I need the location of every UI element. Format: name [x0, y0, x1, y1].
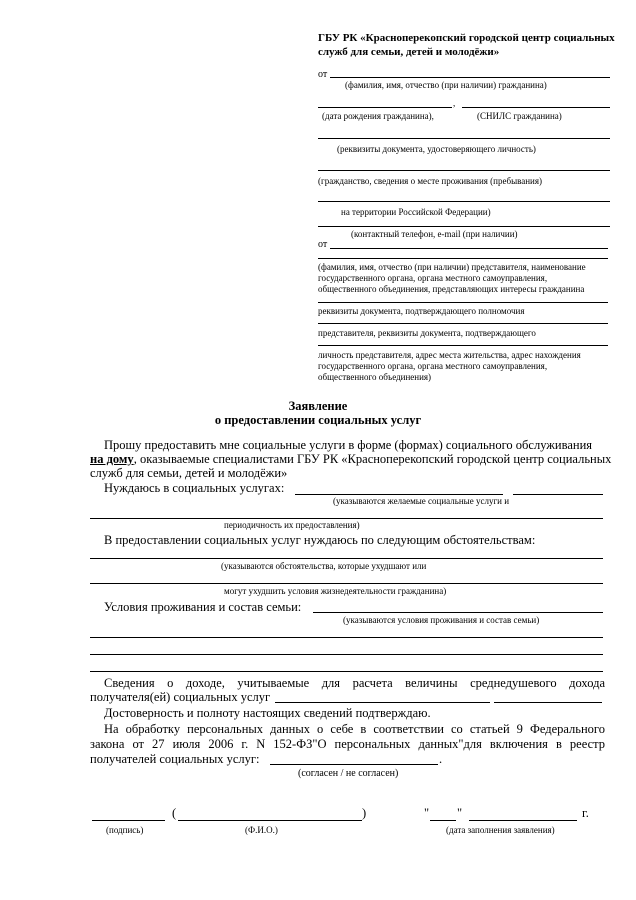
rep-addr-line1: личность представителя, адрес места жительства, адрес нахождения	[318, 350, 581, 360]
signature-line[interactable]	[92, 820, 165, 821]
living-caption: (указываются условия проживания и состав семьи)	[343, 615, 540, 625]
authority-caption: реквизиты документа, подтверждающего полномочия	[318, 306, 525, 316]
org-name-line1: ГБУ РК «Красноперекопский городской центр социальных	[318, 32, 615, 44]
signature-fio-line[interactable]	[178, 820, 362, 821]
request-line2-rest: , оказываемые специалистами ГБУ РК «Красноперекопский городской центр социальных	[133, 452, 612, 466]
needs-caption-2: периодичность их предоставления)	[224, 520, 360, 530]
rep-desc-line1: (фамилия, имя, отчество (при наличии) представителя, наименование	[318, 262, 586, 272]
id-document-caption: (реквизиты документа, удостоверяющего личность)	[337, 144, 536, 154]
date-day-line[interactable]	[430, 820, 456, 821]
date-caption: (дата заполнения заявления)	[446, 825, 555, 835]
year-suffix: г.	[582, 806, 589, 820]
representative-line-2[interactable]	[318, 258, 608, 259]
document-subtitle: о предоставлении социальных услуг	[214, 413, 422, 427]
circumstances-line-2[interactable]	[90, 583, 603, 584]
income-line-b[interactable]	[494, 702, 602, 703]
document-title: Заявление	[288, 399, 348, 413]
fio-paren-open: (	[172, 806, 177, 820]
rep-address-line[interactable]	[318, 345, 608, 346]
snils-line[interactable]	[462, 107, 610, 108]
rep-document-caption: представителя, реквизиты документа, подтверждающего	[318, 328, 536, 338]
rep-document-line[interactable]	[318, 323, 608, 324]
income-line-a[interactable]	[275, 702, 490, 703]
consent-caption: (согласен / не согласен)	[298, 768, 399, 779]
rep-desc-line2: государственного органа, органа местного самоуправления,	[318, 273, 548, 283]
living-line-2[interactable]	[90, 637, 603, 638]
pd-line2: закона от 27 июля 2006 г. N 152-ФЗ"О персональных данных"для включения в реестр	[90, 737, 605, 751]
request-line3: служб для семьи, детей и молодёжи»	[90, 466, 288, 480]
representative-from-label: от	[318, 239, 328, 250]
contact-caption: (контактный телефон, e-mail (при наличии)	[351, 229, 518, 239]
snils-caption: (СНИЛС гражданина)	[477, 111, 562, 121]
applicant-fio-caption: (фамилия, имя, отчество (при наличии) гражданина)	[345, 80, 547, 90]
income-line1: Сведения о доходе, учитываемые для расчета величины среднедушевого дохода	[104, 676, 605, 690]
home-service-form: на дому	[90, 452, 134, 466]
needs-line-1b[interactable]	[513, 494, 603, 495]
pd-line3: получателей социальных услуг:	[90, 752, 260, 766]
rep-desc-line3: общественного объединения, представляющих интересы гражданина	[318, 284, 585, 294]
signature-caption: (подпись)	[106, 825, 144, 835]
org-name	[318, 31, 618, 59]
consent-line[interactable]	[270, 764, 438, 765]
request-line1: Прошу предоставить мне социальные услуги в форме (формах) социального обслуживания	[104, 438, 593, 452]
date-quote-close: "	[457, 806, 463, 820]
territory-caption: на территории Российской Федерации)	[341, 207, 491, 217]
rep-addr-line2: государственного органа, органа местного самоуправления,	[318, 361, 548, 371]
contact-line[interactable]	[318, 226, 610, 227]
needs-label: Нуждаюсь в социальных услугах:	[104, 481, 285, 495]
pd-line1: На обработку персональных данных о себе в соответствии со статьей 9 Федерального	[104, 722, 605, 736]
id-document-line[interactable]	[318, 138, 610, 139]
fio-caption: (Ф.И.О.)	[245, 825, 278, 835]
circumstances-line-1[interactable]	[90, 558, 603, 559]
circumstances-label: В предоставлении социальных услуг нуждаюсь по следующим обстоятельствам:	[104, 533, 536, 547]
consent-period: .	[439, 752, 443, 766]
needs-line-2[interactable]	[90, 518, 603, 519]
applicant-from-label: от	[318, 69, 328, 80]
needs-caption-1: (указываются желаемые социальные услуги и	[333, 496, 510, 506]
birth-caption: (дата рождения гражданина),	[322, 111, 434, 121]
request-line2	[90, 452, 611, 467]
date-month-year-line[interactable]	[469, 820, 577, 821]
citizenship-caption: (гражданство, сведения о месте проживания (пребывания)	[318, 176, 543, 186]
birth-date-line[interactable]	[318, 107, 452, 108]
living-line-4[interactable]	[90, 671, 603, 672]
fio-paren-close: )	[362, 806, 367, 820]
living-line-1[interactable]	[313, 612, 603, 613]
citizenship-line[interactable]	[318, 170, 610, 171]
rep-address-caption	[318, 350, 610, 383]
representative-line-1[interactable]	[330, 248, 608, 249]
rep-addr-line3: общественного объединения)	[318, 372, 432, 382]
living-label: Условия проживания и состав семьи:	[104, 600, 302, 614]
birth-comma: ,	[453, 98, 456, 108]
org-name-line2: служб для семьи, детей и молодёжи»	[318, 46, 500, 58]
circumstances-caption-1: (указываются обстоятельства, которые ухудшают или	[221, 561, 427, 571]
income-line2: получателя(ей) социальных услуг	[90, 690, 271, 704]
confirm-statement: Достоверность и полноту настоящих сведений подтверждаю.	[104, 706, 431, 720]
authority-line[interactable]	[318, 302, 608, 303]
living-line-3[interactable]	[90, 654, 603, 655]
needs-line-1a[interactable]	[295, 494, 503, 495]
circumstances-caption-2: могут ухудшить условия жизнедеятельности гражданина)	[224, 586, 447, 596]
territory-line[interactable]	[318, 201, 610, 202]
representative-description	[318, 262, 610, 295]
date-quote-open: "	[424, 806, 430, 820]
applicant-fio-line[interactable]	[330, 77, 610, 78]
